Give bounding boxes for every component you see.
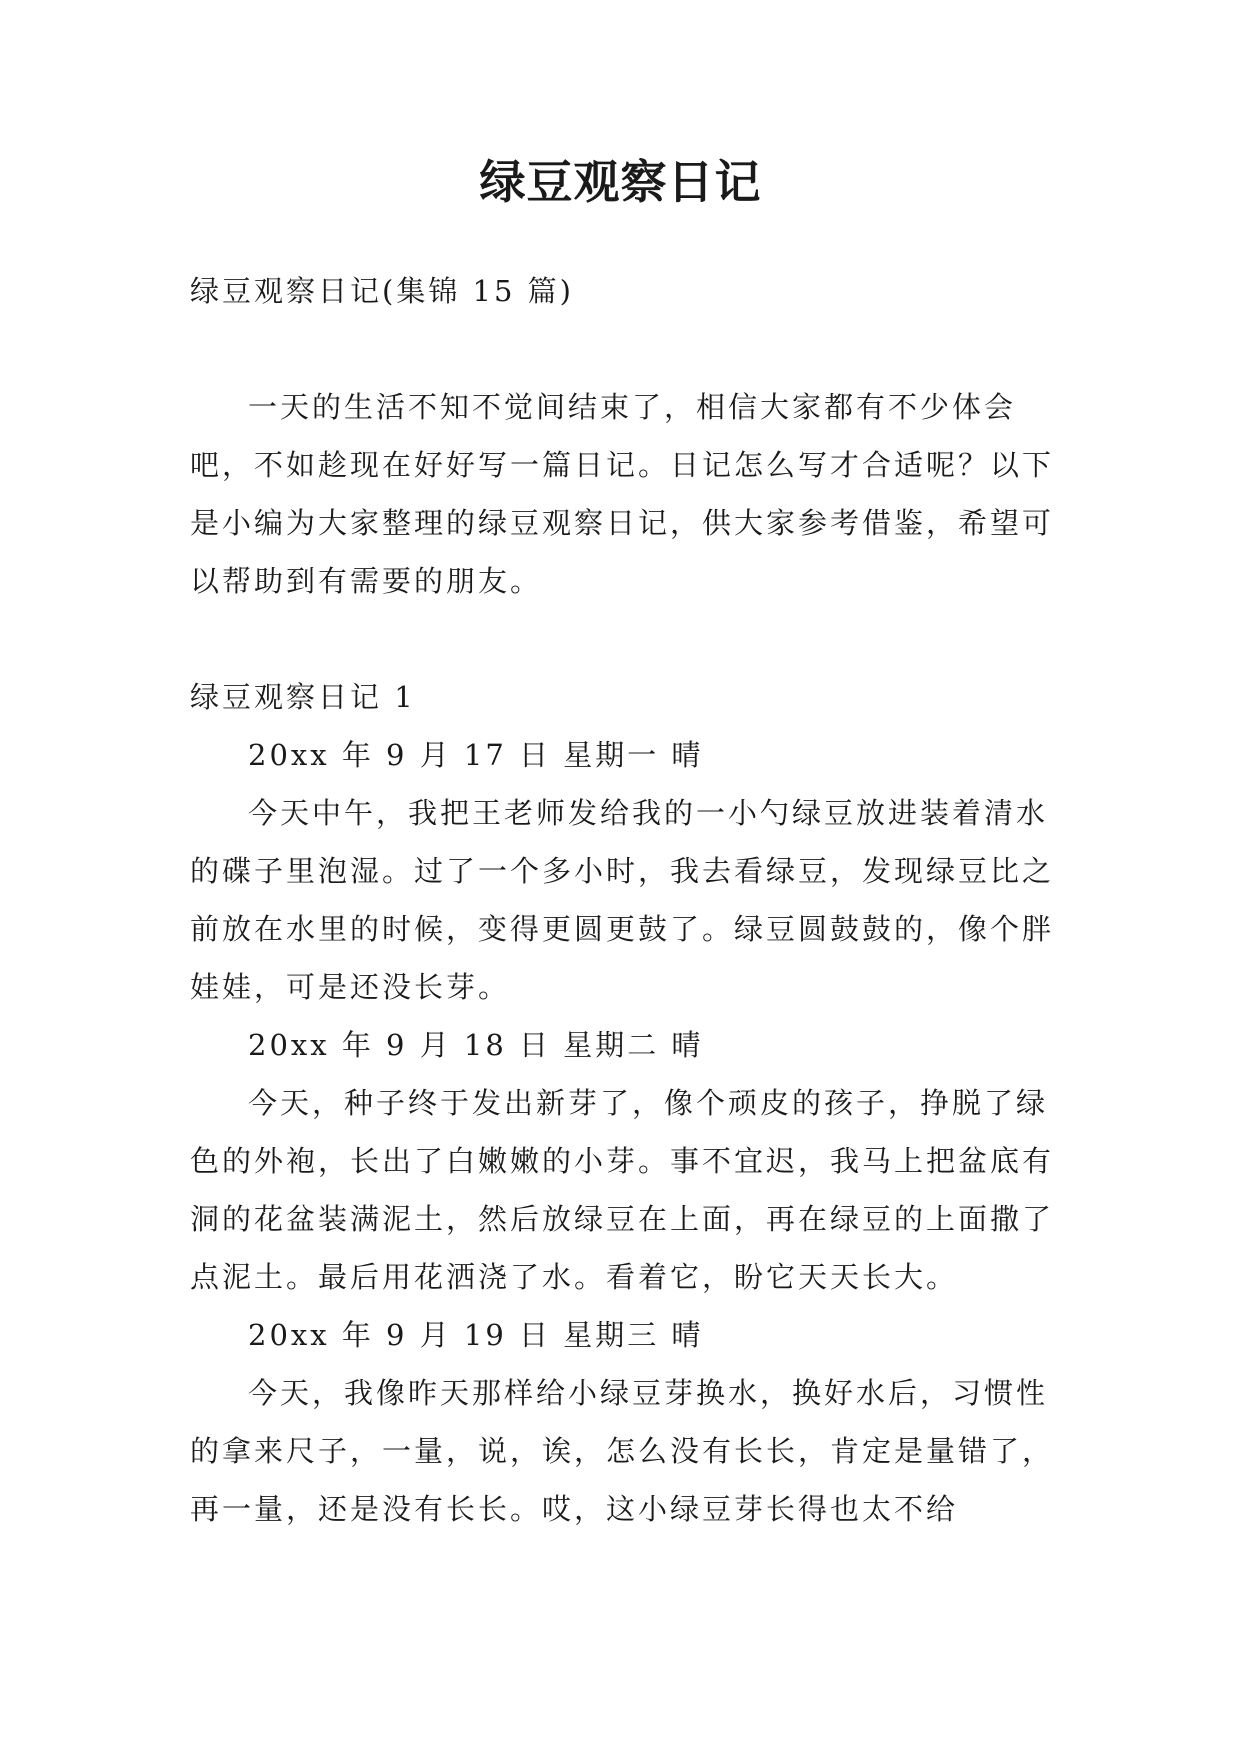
entry-text: 今天，种子终于发出新芽了，像个顽皮的孩子，挣脱了绿色的外袍，长出了白嫩嫩的小芽。事不宜迟，我马上把盆底有洞的花盆装满泥土，然后放绿豆在上面，再在绿豆的上面撒了点泥土。最后用花洒浇了水。看着它，盼它天天长大。: [190, 1086, 1055, 1294]
entry-text: 今天中午，我把王老师发给我的一小勺绿豆放进装着清水的碟子里泡湿。过了一个多小时，我去看绿豆，发现绿豆比之前放在水里的时候，变得更圆更鼓了。绿豆圆鼓鼓的，像个胖娃娃，可是还没长芽。: [190, 796, 1055, 1004]
intro-paragraph: 一天的生活不知不觉间结束了，相信大家都有不少体会吧，不如趁现在好好写一篇日记。日记怎么写才合适呢？以下是小编为大家整理的绿豆观察日记，供大家参考借鉴，希望可以帮助到有需要的朋友。: [190, 390, 1055, 598]
document-subtitle: 绿豆观察日记(集锦 15 篇): [190, 274, 574, 308]
entry-date: 20xx 年 9 月 17 日 星期一 晴: [248, 738, 704, 772]
document-body: [190, 262, 1062, 1538]
document-title: 绿豆观察日记: [479, 155, 762, 209]
entry-date: 20xx 年 9 月 18 日 星期二 晴: [248, 1028, 704, 1062]
section-title: 绿豆观察日记 1: [190, 680, 416, 714]
entry-date: 20xx 年 9 月 19 日 星期三 晴: [248, 1318, 704, 1352]
entry-text: 今天，我像昨天那样给小绿豆芽换水，换好水后，习惯性的拿来尺子，一量，说，诶，怎么没有长长，肯定是量错了，再一量，还是没有长长。哎，这小绿豆芽长得也太不给: [190, 1376, 1055, 1526]
